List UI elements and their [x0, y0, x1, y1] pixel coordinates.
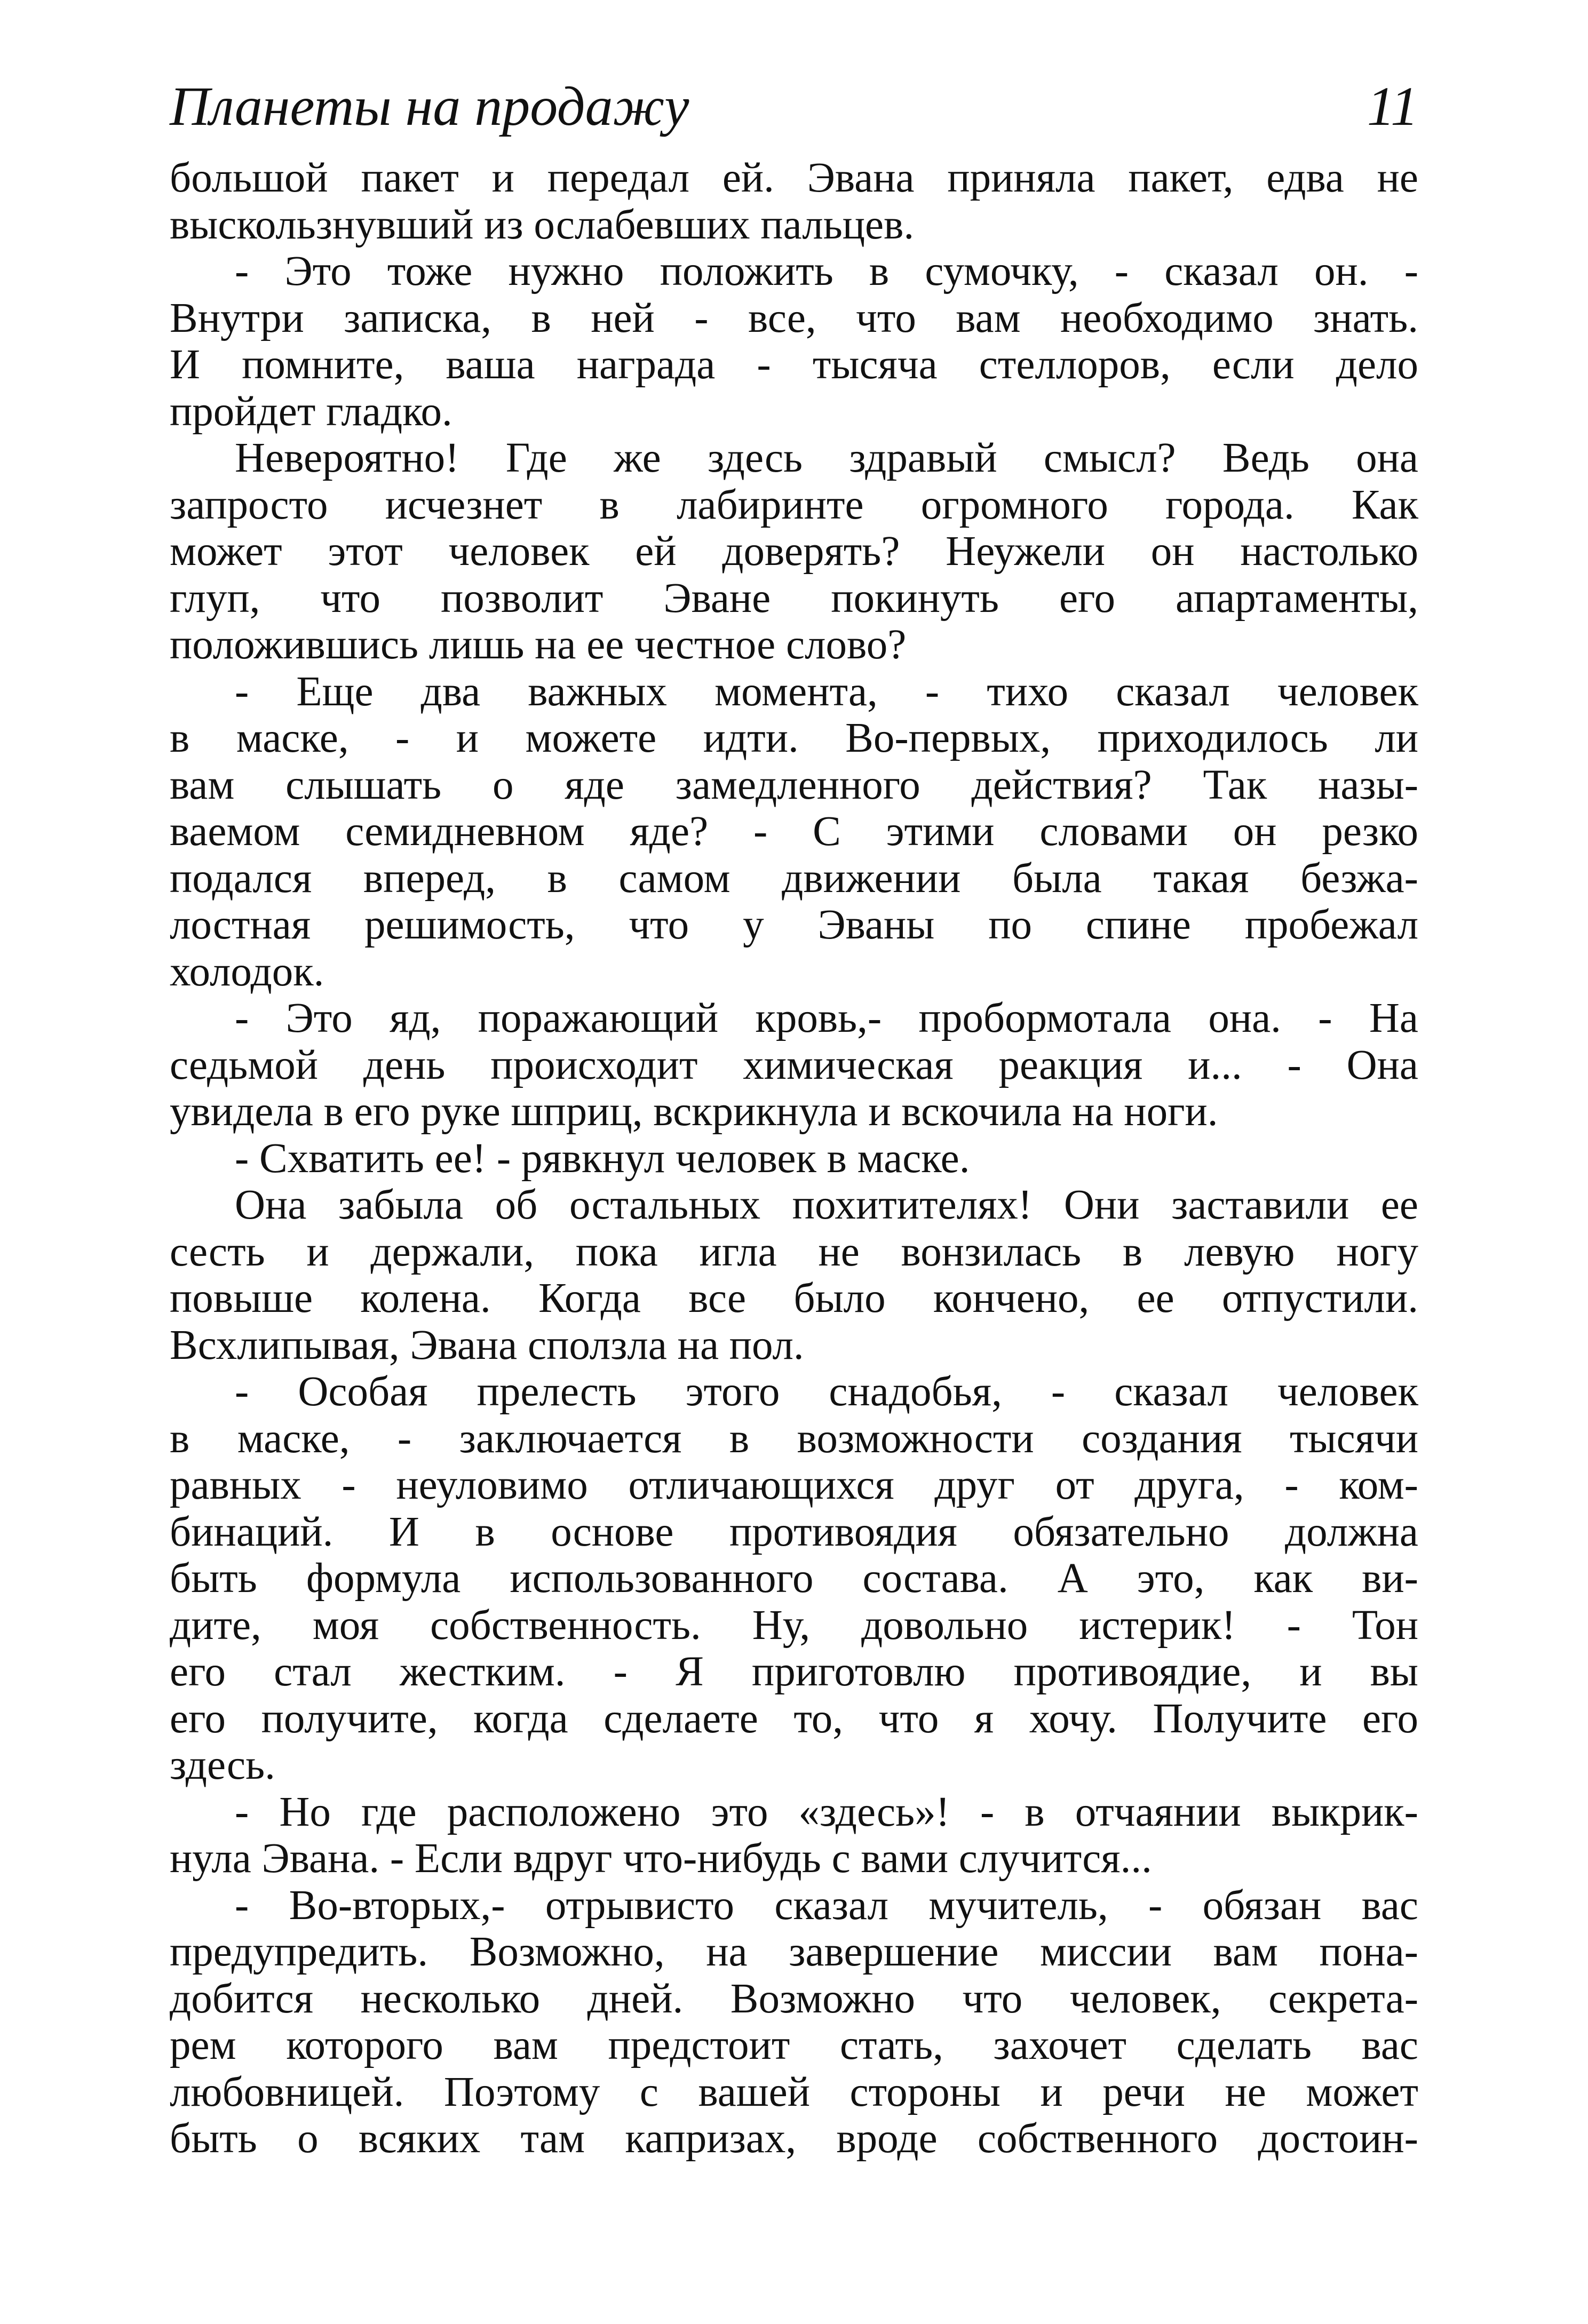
text-line: равных - неуловимо отличающихся друг от друга, - ком- [170, 1462, 1418, 1508]
text-line: бинаций. И в основе противоядия обязательно должна [170, 1508, 1418, 1555]
body-text [170, 155, 1418, 2162]
text-line: рем которого вам предстоит стать, захочет сделать вас [170, 2022, 1418, 2068]
paragraph [170, 1135, 1418, 1182]
text-line: в маске, - и можете идти. Во-первых, приходилось ли [170, 715, 1418, 761]
text-line: любовницей. Поэтому с вашей стороны и речи не может [170, 2068, 1418, 2115]
paragraph [170, 1182, 1418, 1368]
text-line: лостная решимость, что у Эваны по спине пробежал [170, 902, 1418, 948]
text-line: положившись лишь на ее честное слово? [170, 622, 907, 668]
text-line: в маске, - заключается в возможности создания тысячи [170, 1415, 1418, 1462]
text-line: вам слышать о яде замедленного действия? Так назы- [170, 761, 1418, 808]
text-line: ваемом семидневном яде? - С этими словами он резко [170, 808, 1418, 855]
page-number: 11 [1367, 76, 1418, 137]
running-head [170, 59, 1418, 155]
paragraph [170, 668, 1418, 996]
paragraph [170, 1789, 1418, 1882]
text-line: седьмой день происходит химическая реакция и... - Она [170, 1041, 1418, 1088]
paragraph [170, 995, 1418, 1135]
text-line: запросто исчезнет в лабиринте огромного города. Как [170, 481, 1418, 528]
text-line: И помните, ваша награда - тысяча стеллоров, если дело [170, 341, 1418, 388]
text-line: пройдет гладко. [170, 388, 452, 435]
paragraph [170, 248, 1418, 435]
text-line: - Еще два важных момента, - тихо сказал человек [235, 668, 1418, 715]
text-line: - Схватить ее! - рявкнул человек в маске. [235, 1135, 970, 1182]
text-line: - Особая прелесть этого снадобья, - сказал человек [235, 1368, 1418, 1415]
text-line: большой пакет и передал ей. Эвана приняла пакет, едва не [170, 155, 1418, 201]
running-title: Планеты на продажу [170, 76, 689, 137]
text-line: - Это яд, поражающий кровь,- пробормотала она. - На [235, 995, 1418, 1041]
paragraph [170, 155, 1418, 248]
text-line: - Это тоже нужно положить в сумочку, - сказал он. - [235, 248, 1418, 295]
text-line: его стал жестким. - Я приготовлю противоядие, и вы [170, 1649, 1418, 1695]
text-line: Она забыла об остальных похитителях! Они заставили ее [235, 1182, 1418, 1228]
paragraph [170, 1882, 1418, 2162]
text-line: выскользнувший из ослабевших пальцев. [170, 201, 915, 248]
text-line: сесть и держали, пока игла не вонзилась в левую ногу [170, 1228, 1418, 1275]
book-page [170, 59, 1418, 2162]
text-line: повыше колена. Когда все было кончено, ее отпустили. [170, 1275, 1418, 1322]
text-line: Невероятно! Где же здесь здравый смысл? Ведь она [235, 435, 1418, 481]
text-line: его получите, когда сделаете то, что я хочу. Получите его [170, 1695, 1418, 1742]
text-line: глуп, что позволит Эване покинуть его апартаменты, [170, 575, 1418, 622]
text-line: увидела в его руке шприц, вскрикнула и вскочила на ноги. [170, 1088, 1218, 1135]
text-line: Всхлипывая, Эвана сползла на пол. [170, 1322, 804, 1368]
text-line: нула Эвана. - Если вдруг что-нибудь с вами случится... [170, 1835, 1152, 1882]
text-line: быть формула использованного состава. А это, как ви- [170, 1555, 1418, 1602]
text-line: Внутри записка, в ней - все, что вам необходимо знать. [170, 295, 1418, 341]
paragraph [170, 435, 1418, 668]
text-line: подался вперед, в самом движении была такая безжа- [170, 855, 1418, 902]
text-line: холодок. [170, 948, 324, 995]
text-line: быть о всяких там капризах, вроде собственного достоин- [170, 2115, 1418, 2162]
text-line: добится несколько дней. Возможно что человек, секрета- [170, 1975, 1418, 2022]
text-line: предупредить. Возможно, на завершение миссии вам пона- [170, 1929, 1418, 1975]
text-line: - Во-вторых,- отрывисто сказал мучитель, - обязан вас [235, 1882, 1418, 1929]
text-line: дите, моя собственность. Ну, довольно истерик! - Тон [170, 1602, 1418, 1649]
text-line: - Но где расположено это «здесь»! - в отчаянии выкрик- [235, 1788, 1418, 1835]
paragraph [170, 1368, 1418, 1789]
text-line: здесь. [170, 1742, 275, 1788]
text-line: может этот человек ей доверять? Неужели он настолько [170, 528, 1418, 575]
